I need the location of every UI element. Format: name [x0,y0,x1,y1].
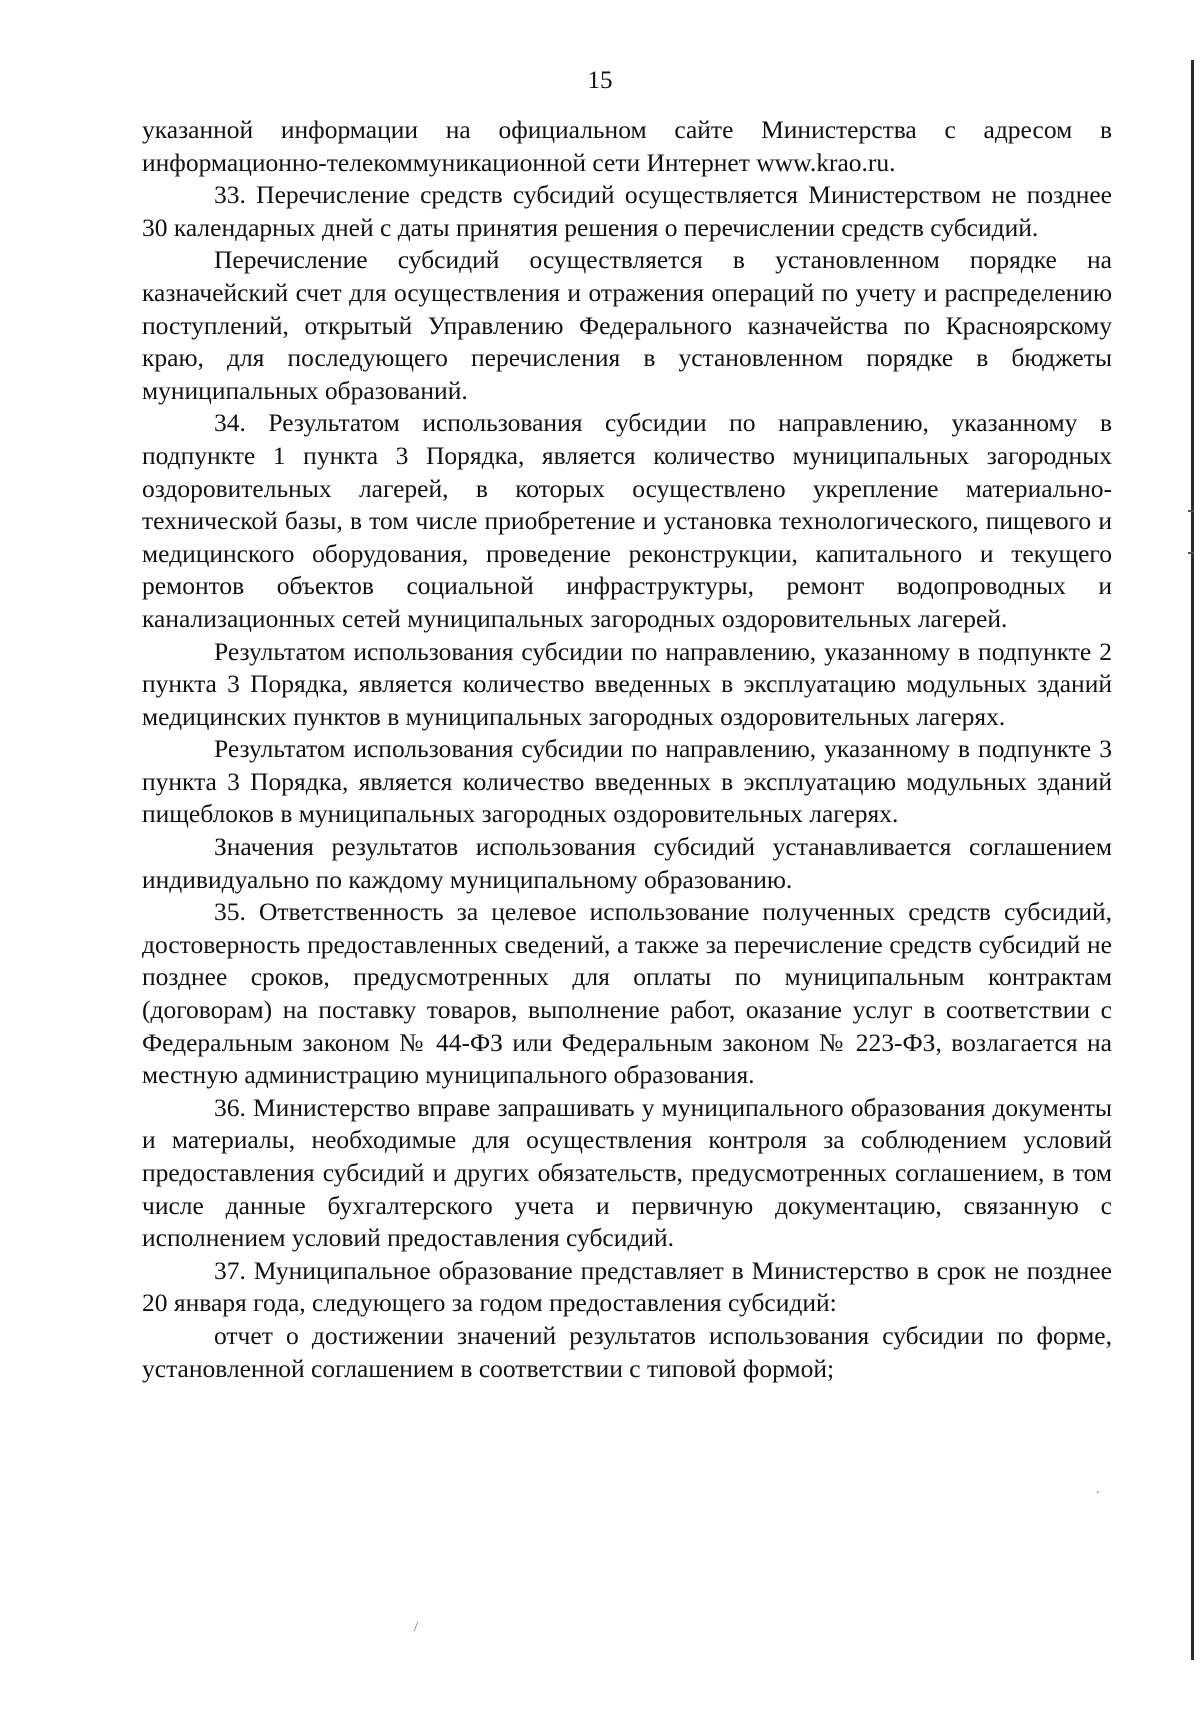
paragraph-continuation: указанной информации на официальном сайте Министерства с адресом в информационно-телекоммуникационной сети Интернет www.krao.ru. [142,115,1112,177]
page-number: 15 [587,67,613,94]
scan-speck: . [1096,1482,1100,1497]
paragraph-34: 34. Результатом использования субсидии по направлению, указанному в подпункте 1 пункта 3 Порядка, является количество муниципальных загородных оздоровительных лагерей, в которых осуществлено укрепление материально-технической базы, в том числе приобретение и установка технологического, пищевого и медицинского оборудования, проведение реконструкции, капитального и текущего ремонтов объектов социальной инфраструктуры, ремонт водопроводных и канализационных сетей муниципальных загородных оздоровительных лагерей. [142,408,1112,633]
paragraph-34-result-2: Результатом использования субсидии по направлению, указанному в подпункте 2 пункта 3 Порядка, является количество введенных в эксплуатацию модульных зданий медицинских пунктов в муниципальных загородных оздоровительных лагерях. [142,636,1112,731]
scan-edge-marks [1188,510,1194,554]
paragraph-35: 35. Ответственность за целевое использование полученных средств субсидий, достоверность предоставленных сведений, а также за перечисление средств субсидий не позднее сроков, предусмотренных для оплаты по муниципальным контрактам (договорам) на поставку товаров, выполнение работ, оказание услуг в соответствии с Федеральным законом № 44-ФЗ или Федеральным законом № 223-ФЗ, возлагается на местную администрацию муниципального образования. [142,897,1112,1090]
scan-speck: / [414,1620,418,1635]
document-body [142,114,1112,1385]
paragraph-34-values: Значения результатов использования субсидий устанавливается соглашением индивидуально по каждому муниципальному образованию. [142,832,1112,894]
paragraph-33: 33. Перечисление средств субсидий осуществляется Министерством не позднее 30 календарных дней с даты принятия решения о перечислении средств субсидий. [142,180,1112,242]
paragraph-37-report: отчет о достижении значений результатов использования субсидии по форме, установленной соглашением в соответствии с типовой формой; [142,1320,1112,1383]
scan-edge-line [1191,60,1194,1660]
paragraph-37: 37. Муниципальное образование представляет в Министерство в срок не позднее 20 января года, следующего за годом предоставления субсидий: [142,1255,1112,1318]
paragraph-33-transfer: Перечисление субсидий осуществляется в установленном порядке на казначейский счет для осуществления и отражения операций по учету и распределению поступлений, открытый Управлению Федерального казначейства по Красноярскому краю, для последующего перечисления в установленном порядке в бюджеты муниципальных образований. [142,245,1112,405]
paragraph-36: 36. Министерство вправе запрашивать у муниципального образования документы и материалы, необходимые для осуществления контроля за соблюдением условий предоставления субсидий и других обязательств, предусмотренных соглашением, в том числе данные бухгалтерского учета и первичную документацию, связанную с исполнением условий предоставления субсидий. [142,1092,1112,1253]
paragraph-34-result-3: Результатом использования субсидии по направлению, указанному в подпункте 3 пункта 3 Порядка, является количество введенных в эксплуатацию модульных зданий пищеблоков в муниципальных загородных оздоровительных лагерях. [142,734,1112,829]
